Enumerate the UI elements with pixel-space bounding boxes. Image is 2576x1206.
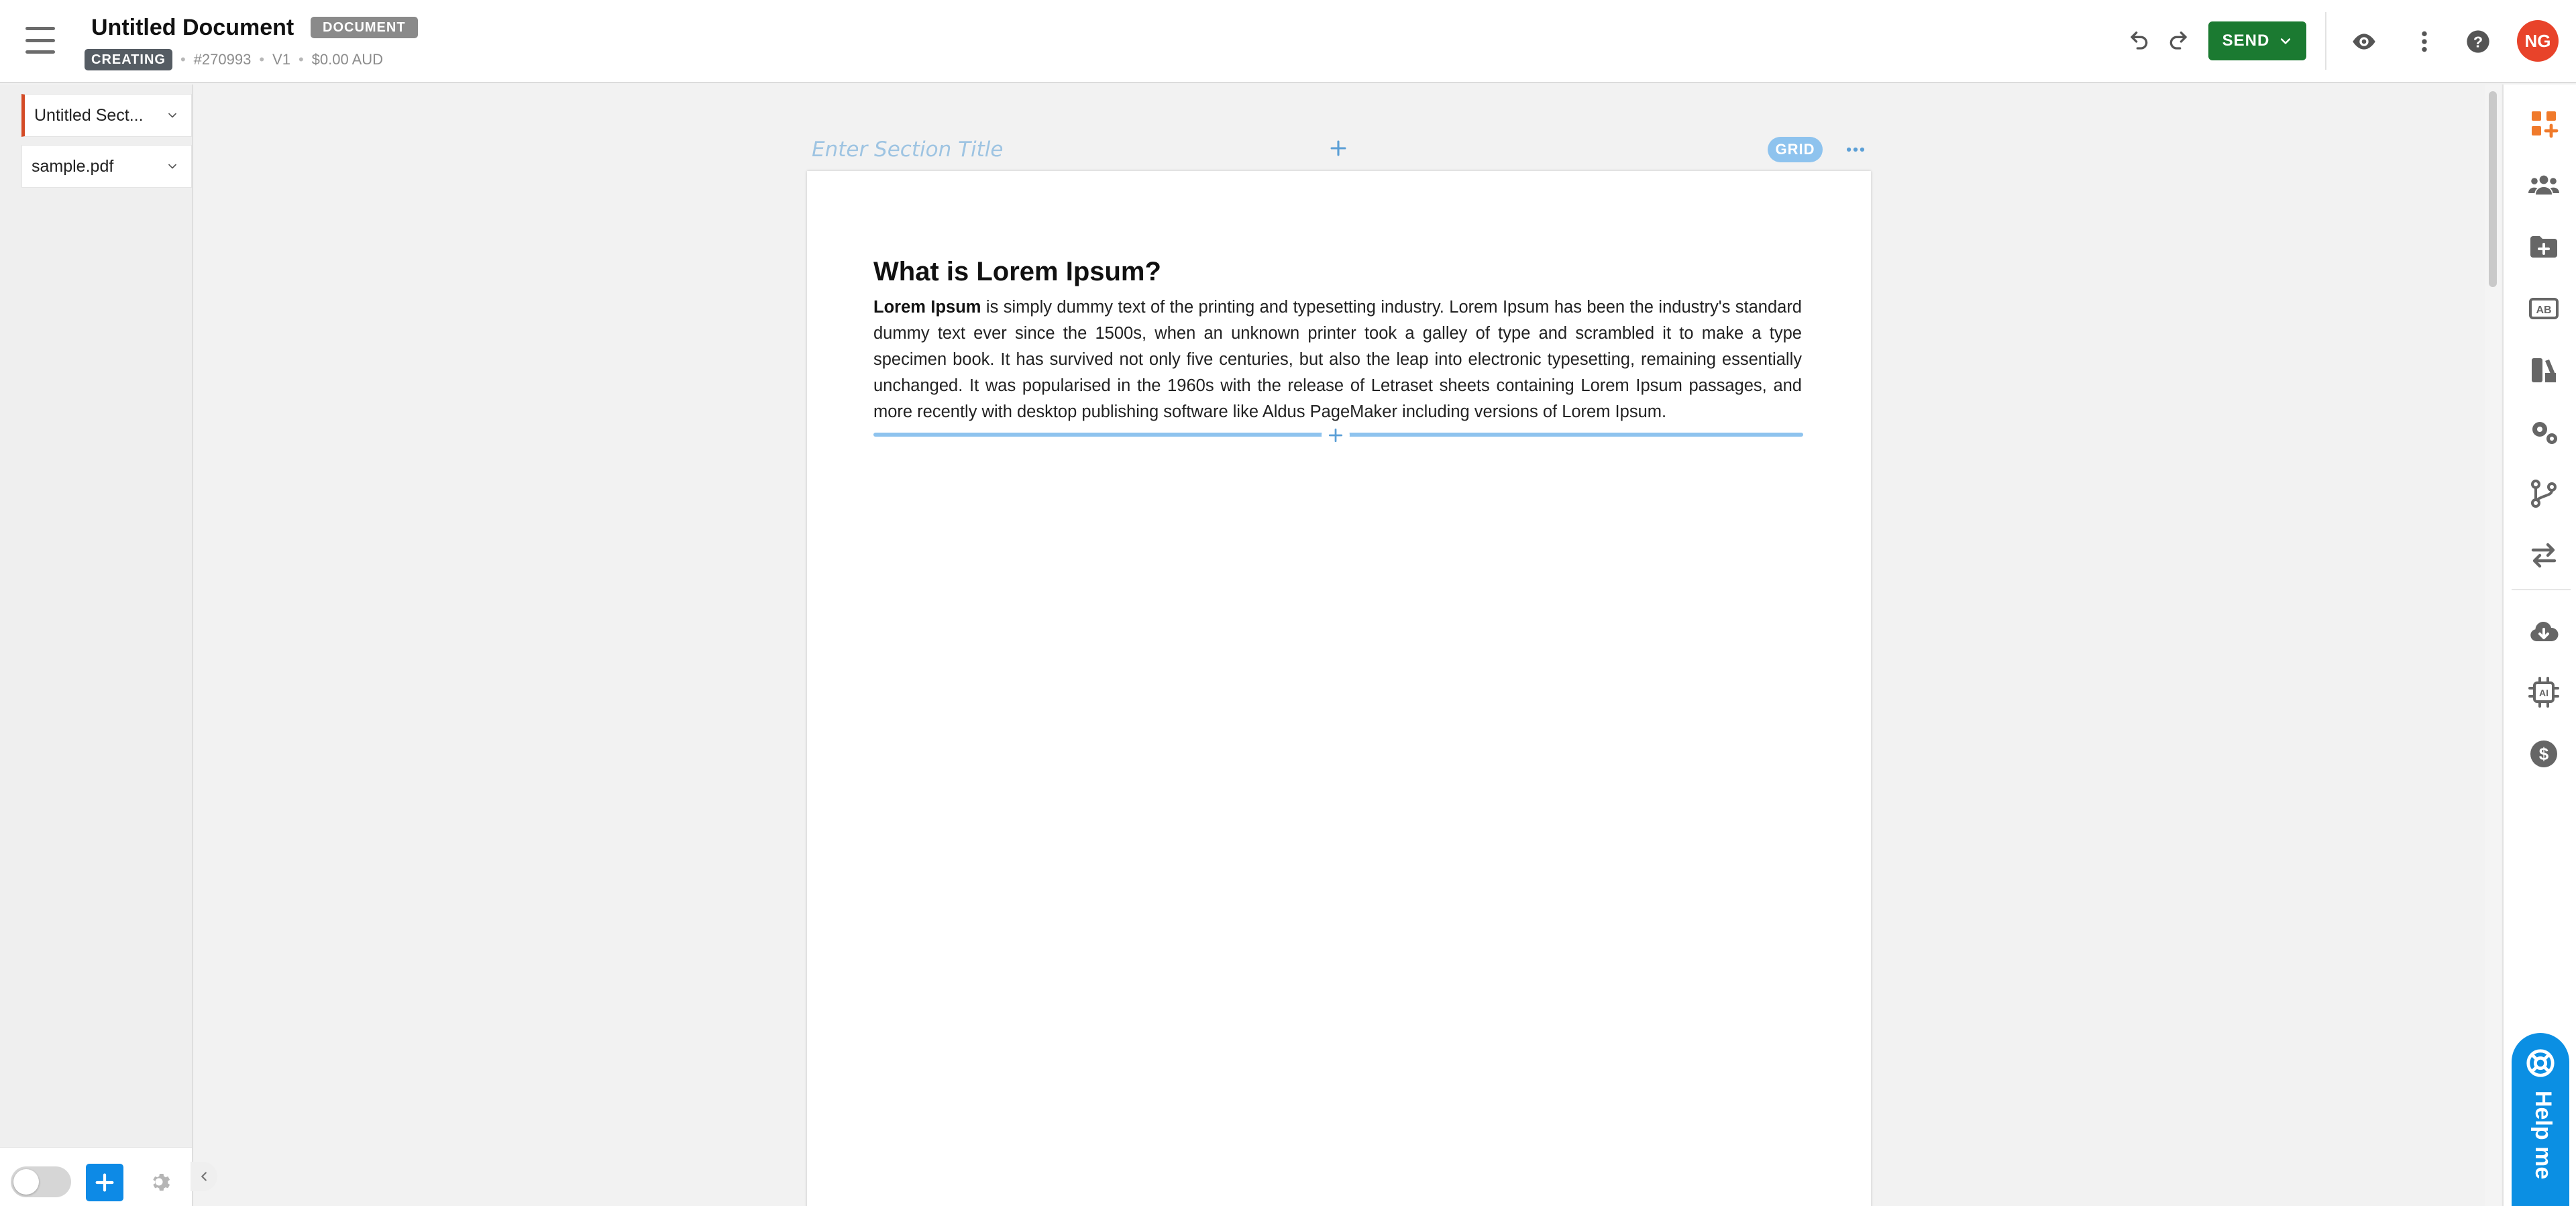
design-icon[interactable]	[2526, 353, 2561, 388]
plus-icon	[93, 1171, 116, 1194]
content-paragraph[interactable]	[873, 294, 1802, 425]
svg-text:?: ?	[2473, 33, 2483, 51]
undo-icon[interactable]	[2124, 27, 2153, 56]
section-more-icon[interactable]	[1843, 138, 1868, 161]
more-options-icon[interactable]	[2410, 27, 2439, 56]
roles-icon[interactable]	[2526, 168, 2561, 203]
add-section-button[interactable]	[86, 1164, 123, 1201]
meta-separator: •	[259, 51, 265, 68]
section-item-label: sample.pdf	[32, 156, 114, 176]
top-header	[0, 0, 2576, 83]
canvas-scrollbar[interactable]	[2485, 85, 2501, 1206]
gear-icon[interactable]	[146, 1169, 172, 1195]
workflow-icon[interactable]	[2526, 476, 2561, 511]
chevron-down-icon	[2279, 34, 2292, 48]
add-block-icon[interactable]	[1327, 137, 1350, 160]
section-title-input[interactable]	[812, 133, 1214, 166]
section-item-sample-pdf[interactable]	[21, 145, 192, 188]
send-button[interactable]	[2208, 21, 2306, 60]
collapse-sidebar-button[interactable]	[191, 1162, 217, 1191]
document-id: #270993	[193, 51, 252, 68]
scrollbar-thumb[interactable]	[2489, 91, 2497, 287]
chevron-down-icon[interactable]	[166, 109, 179, 122]
ai-chip-icon[interactable]	[2526, 675, 2561, 710]
section-item-label: Untitled Sect...	[34, 105, 144, 125]
svg-text:$: $	[2538, 744, 2549, 764]
document-page	[807, 171, 1871, 1206]
document-amount: $0.00 AUD	[311, 51, 384, 68]
sidebar-toggle[interactable]	[11, 1166, 71, 1197]
preview-eye-icon[interactable]	[2349, 27, 2379, 56]
paragraph-text: is simply dummy text of the printing and typesetting industry. Lorem Ipsum has been the industry's standard dummy text ever since the 1500s, when an unknown printer took a galley of type and scrambled it to make a type specimen book. It has survived not only five centuries, but also the leap into electronic typesetting, remaining essentially unchanged. It was popularised in the 1960s with the release of Letraset sheets containing Lorem Ipsum passages, and more recently with desktop publishing software like Aldus PageMaker including versions of Lorem Ipsum.	[873, 298, 1802, 421]
document-version: V1	[272, 51, 290, 68]
variables-icon[interactable]	[2526, 291, 2561, 326]
paragraph-bold-lead: Lorem Ipsum	[873, 298, 981, 317]
send-label: SEND	[2222, 32, 2270, 50]
svg-text:AB: AB	[2536, 305, 2552, 316]
sections-sidebar	[0, 85, 193, 1206]
insert-block-button[interactable]	[1322, 421, 1350, 449]
document-meta	[85, 48, 383, 71]
status-badge: CREATING	[85, 49, 172, 70]
content-heading[interactable]: What is Lorem Ipsum?	[873, 257, 1161, 286]
header-divider	[2325, 12, 2326, 70]
add-content-icon[interactable]	[2526, 106, 2561, 141]
avatar[interactable]: NG	[2517, 20, 2559, 62]
chevron-left-icon	[197, 1169, 211, 1184]
meta-separator: •	[298, 51, 304, 68]
help-me-button[interactable]	[2512, 1033, 2569, 1206]
section-item-untitled[interactable]	[21, 94, 192, 137]
sidebar-footer	[0, 1147, 192, 1206]
add-file-icon[interactable]	[2526, 229, 2561, 264]
help-icon[interactable]	[2463, 27, 2493, 56]
help-me-label: Help me	[2530, 1091, 2556, 1180]
meta-separator: •	[180, 51, 186, 68]
right-toolbar	[2502, 85, 2576, 1206]
plus-icon	[1326, 425, 1346, 445]
grid-toggle-button[interactable]: GRID	[1768, 137, 1823, 162]
lifebuoy-icon	[2525, 1048, 2556, 1079]
redo-icon[interactable]	[2164, 27, 2194, 56]
pricing-icon[interactable]	[2526, 736, 2561, 771]
svg-text:AI: AI	[2539, 688, 2548, 698]
document-type-badge: DOCUMENT	[311, 17, 418, 38]
chevron-down-icon[interactable]	[166, 160, 179, 173]
menu-icon[interactable]	[25, 27, 55, 54]
download-icon[interactable]	[2526, 614, 2561, 649]
settings-icon[interactable]	[2526, 415, 2561, 449]
rail-divider	[2512, 589, 2571, 590]
integrations-icon[interactable]	[2526, 538, 2561, 573]
document-title[interactable]: Untitled Document	[91, 15, 294, 40]
